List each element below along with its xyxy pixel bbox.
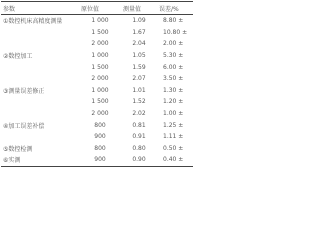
measured-value-cell: 1.67 xyxy=(132,28,146,36)
original-value-cell: 2 000 xyxy=(91,40,109,48)
group-cell xyxy=(1,27,79,39)
original-value-cell: 1 500 xyxy=(91,98,109,106)
table-row xyxy=(1,38,193,50)
table-page xyxy=(0,0,196,181)
measured-value-cell: 0.80 xyxy=(132,144,146,152)
measured-value-cell: 2.02 xyxy=(132,110,146,118)
original-value-cell: 800 xyxy=(94,144,106,152)
group-cell xyxy=(1,131,79,143)
table-row xyxy=(1,27,193,39)
error-cell: 6.00 ± xyxy=(163,63,184,71)
original-value-cell: 2 000 xyxy=(91,75,109,83)
group-cell xyxy=(1,38,79,50)
error-cell: 1.20 ± xyxy=(163,98,184,106)
table-row xyxy=(1,61,193,73)
table-row xyxy=(1,73,193,85)
error-cell: 1.11 ± xyxy=(163,133,184,141)
table-row xyxy=(1,154,193,166)
original-value-cell: 1 500 xyxy=(91,63,109,71)
error-cell: 2.00 ± xyxy=(163,40,184,48)
error-cell: 0.50 ± xyxy=(163,144,184,152)
measured-value-cell: 0.90 xyxy=(121,154,157,166)
group-cell xyxy=(1,73,79,85)
error-cell: 5.30 ± xyxy=(163,52,184,60)
error-cell: 0.40 ± xyxy=(157,154,193,166)
header-param: 参数 xyxy=(1,2,79,15)
group-cell: ①数控机床高精度测量 xyxy=(3,18,63,26)
measured-value-cell: 1.01 xyxy=(132,86,146,94)
error-cell: 3.50 ± xyxy=(163,75,184,83)
original-value-cell: 1 000 xyxy=(91,52,109,60)
header-measured: 测量值 xyxy=(121,2,157,15)
error-cell: 1.00 ± xyxy=(163,110,184,118)
error-cell: 10.80 ± xyxy=(163,28,188,36)
measured-value-cell: 0.81 xyxy=(132,121,146,129)
measured-value-cell: 1.05 xyxy=(132,52,146,60)
measured-value-cell: 0.91 xyxy=(132,133,146,141)
group-cell xyxy=(1,96,79,108)
measured-value-cell: 1.09 xyxy=(132,17,146,25)
original-value-cell: 1 000 xyxy=(91,86,109,94)
table-row xyxy=(1,131,193,143)
table-row xyxy=(1,143,193,155)
original-value-cell: 1 000 xyxy=(91,17,109,25)
table-row xyxy=(1,85,193,97)
group-cell xyxy=(1,61,79,73)
table-row xyxy=(1,96,193,108)
header-error: 误差/% xyxy=(157,2,193,15)
measured-value-cell: 1.59 xyxy=(132,63,146,71)
original-value-cell: 2 000 xyxy=(91,110,109,118)
group-cell: ⑤数控检测 xyxy=(3,145,33,153)
measured-value-cell: 2.07 xyxy=(132,75,146,83)
measured-value-cell: 1.52 xyxy=(132,98,146,106)
error-cell: 8.80 ± xyxy=(163,17,184,25)
table-row xyxy=(1,50,193,62)
table-header-row xyxy=(1,2,193,15)
header-original: 原位值 xyxy=(79,2,121,15)
group-cell: ④加工误差补偿 xyxy=(3,122,45,130)
measured-value-cell: 2.04 xyxy=(132,40,146,48)
table-row xyxy=(1,108,193,120)
original-value-cell: 800 xyxy=(94,121,106,129)
error-cell: 1.30 ± xyxy=(163,86,184,94)
group-cell xyxy=(1,108,79,120)
original-value-cell: 900 xyxy=(79,154,121,166)
table-body xyxy=(1,15,193,167)
data-table xyxy=(1,1,193,167)
original-value-cell: 900 xyxy=(94,133,106,141)
table-row xyxy=(1,119,193,131)
group-cell: ②数控加工 xyxy=(3,53,33,61)
original-value-cell: 1 500 xyxy=(91,28,109,36)
table-row xyxy=(1,15,193,27)
group-cell: ③测量误差修正 xyxy=(3,87,45,95)
error-cell: 1.25 ± xyxy=(163,121,184,129)
group-cell: ⑥实测 xyxy=(1,154,79,166)
